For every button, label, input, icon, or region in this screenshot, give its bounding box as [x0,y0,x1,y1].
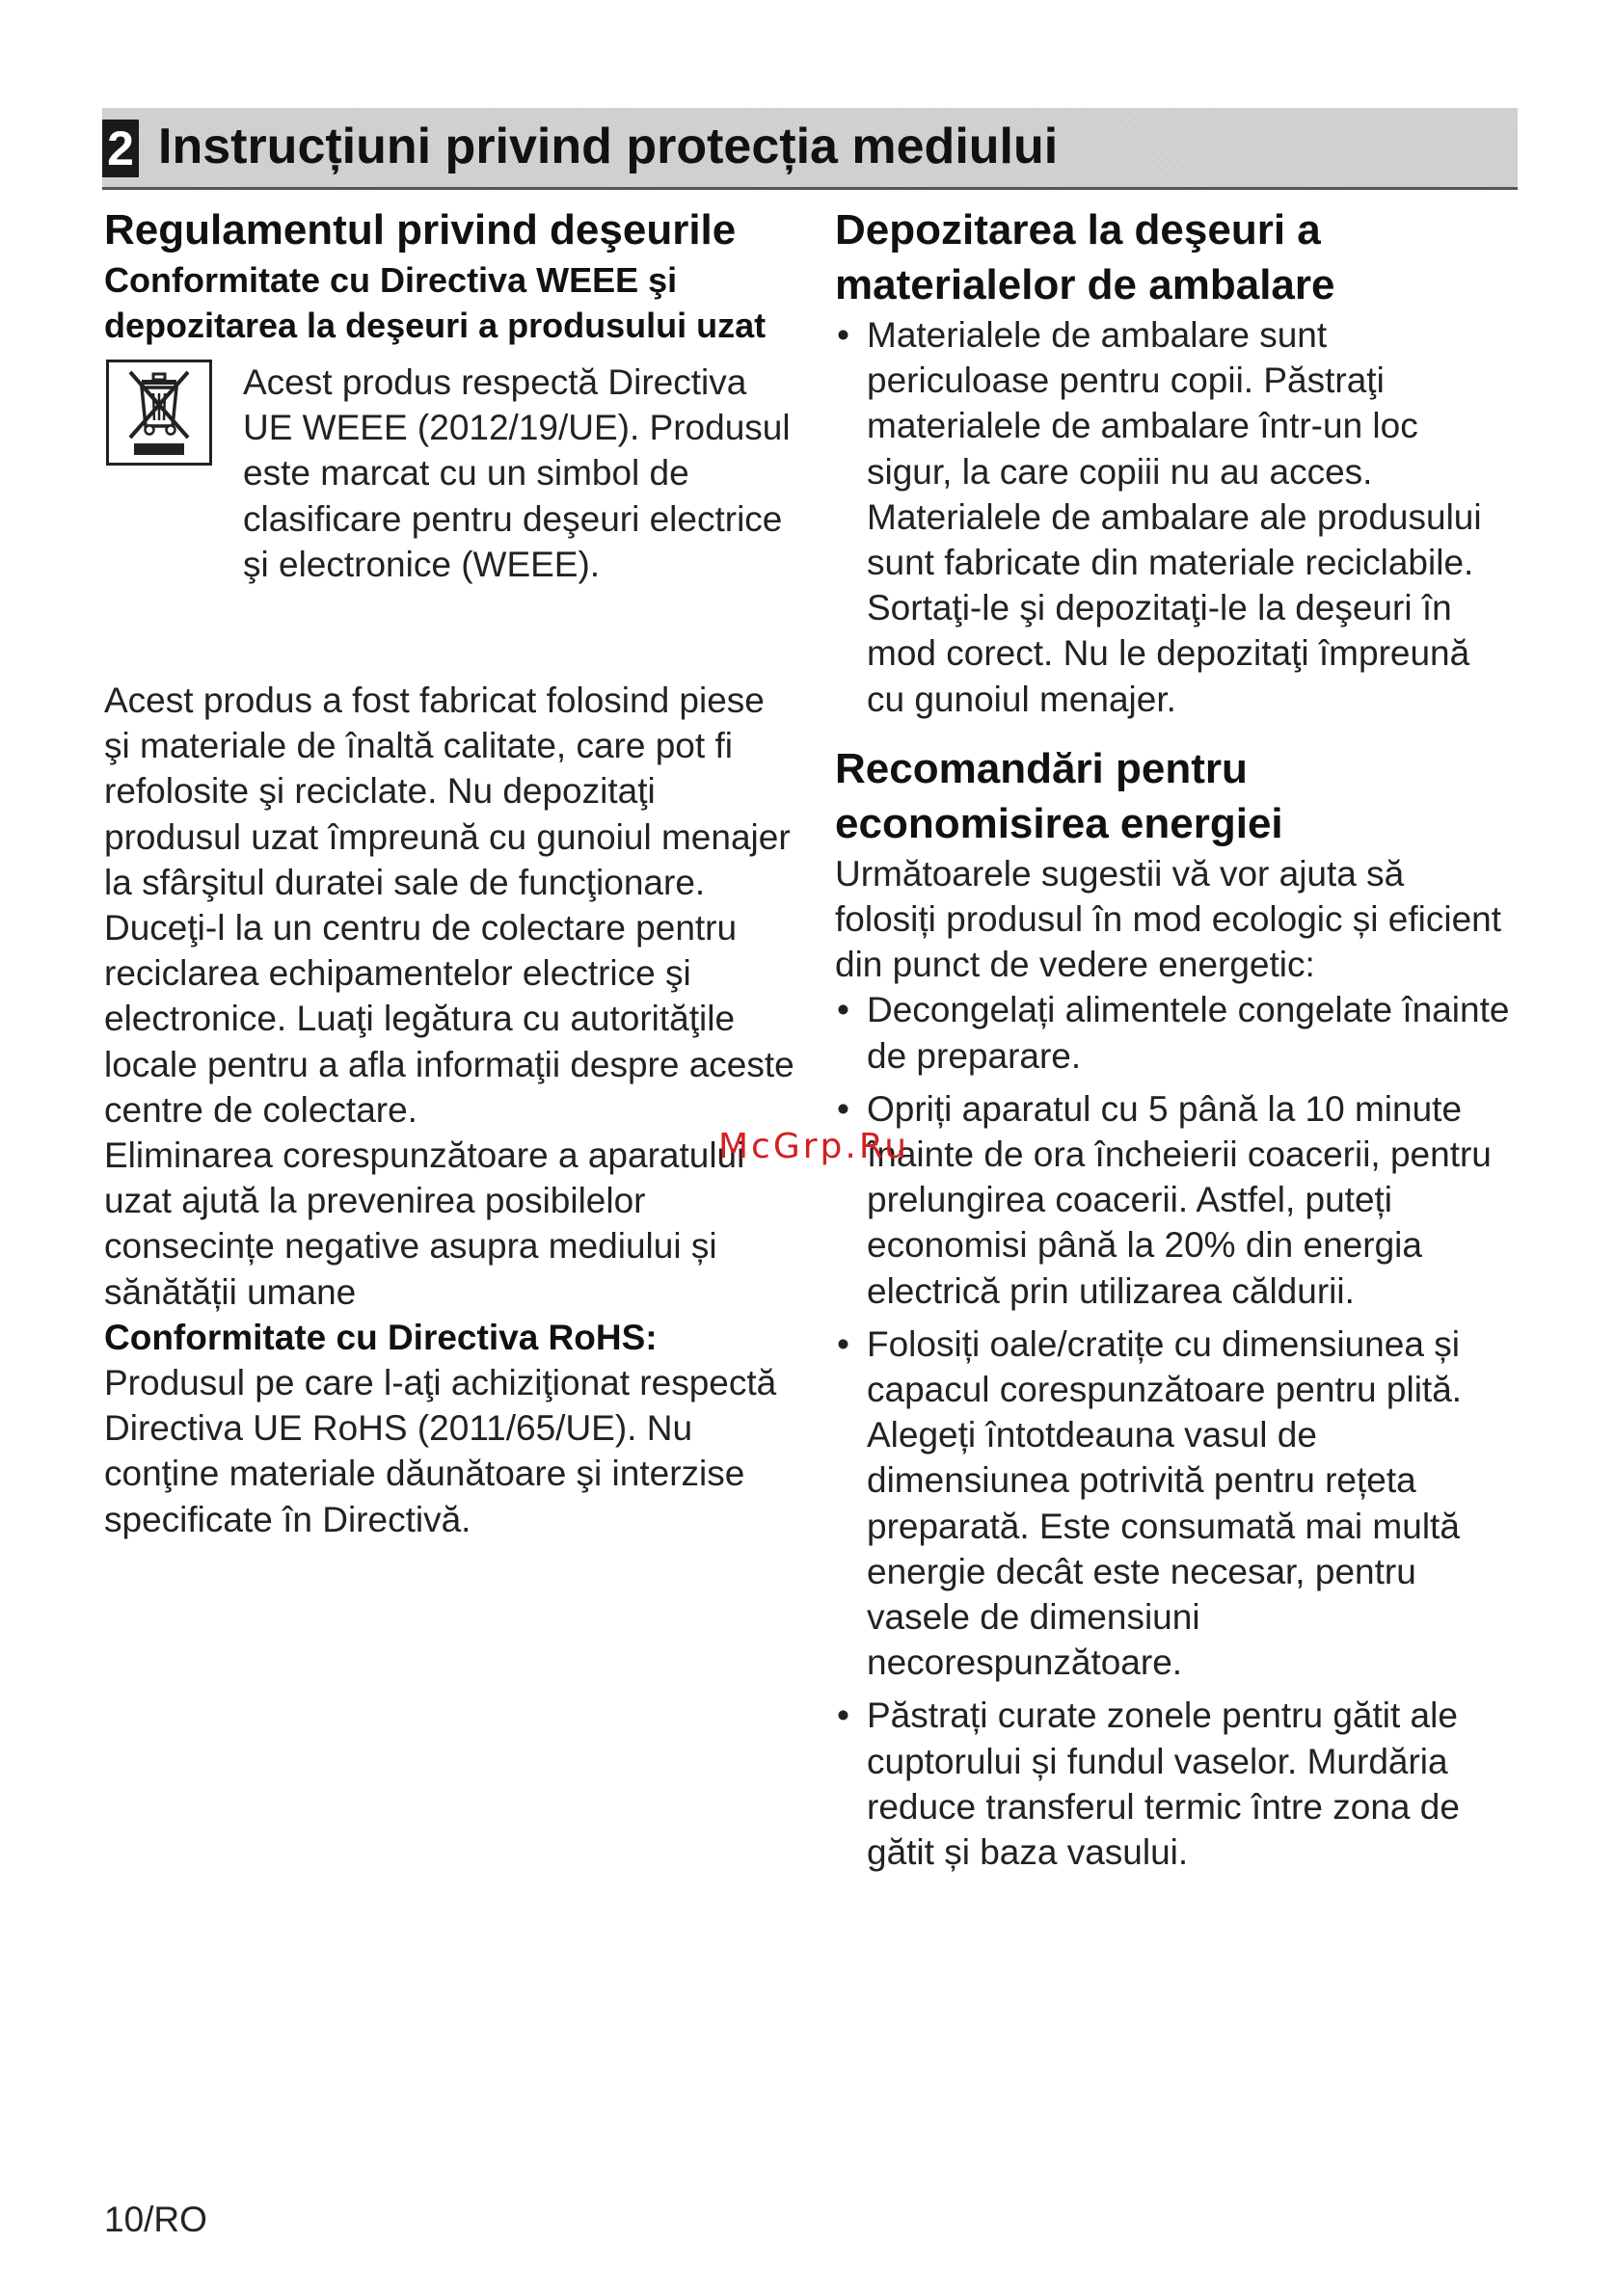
section-header [102,108,1518,190]
energy-saving-heading: Recomandări pentru economisirea energiei [835,744,1283,847]
section-title: Instrucțiuni privind protecția mediului [158,119,1059,174]
rohs-heading: Conformitate cu Directiva RoHS: [104,1317,658,1357]
weee-bin-icon [106,360,212,466]
energy-intro: Următoarele sugestii vă vor ajuta să folosiți produsul în mod ecologic și eficient din punct de vedere energetic: [835,853,1502,985]
energy-bullet-list [835,987,1510,1875]
weee-block [104,360,798,678]
section-number: 2 [102,120,139,177]
list-item: • Opriți aparatul cu 5 până la 10 minute înainte de ora încheierii coacerii, pentru prelungirea coacerii. Astfel, puteți economisi până la 20% din energia electrică prin utilizarea căldurii. [835,1086,1510,1314]
list-item: • Decongelați alimentele congelate înainte de preparare. [835,987,1510,1078]
packaging-disposal-heading: Depozitarea la deşeuri a materialelor de ambalare [835,206,1335,308]
page-number: 10/RO [104,2200,207,2239]
packaging-bullet-list [835,312,1510,722]
list-item: • Păstrați curate zonele pentru gătit ale cuptorului și fundul vaselor. Murdăria reduce transferul termic între zona de gătit și baza vasului. [835,1693,1510,1875]
right-column [835,202,1510,1875]
rohs-text: Produsul pe care l-aţi achiziţionat respectă Directiva UE RoHS (2011/65/UE). Nu conţine materiale dăunătoare şi interzise specificate în Directivă. [104,1363,777,1539]
recycling-paragraph: Acest produs a fost fabricat folosind piese şi materiale de înaltă calitate, care pot fi refolosite şi reciclate. Nu depozitaţi produsul uzat împreună cu gunoiul menajer la sfârşitul duratei sale de funcţionare. Duceţi-l la un centru de colectare pentru reciclarea echipamentelor electrice şi electronice. Luaţi legătura cu autorităţile locale pentru a afla informaţii despre aceste centre de colectare. [104,681,794,1130]
list-item: • Materialele de ambalare sunt periculoase pentru copii. Păstraţi materialele de ambalare într-un loc sigur, la care copiii nu au acces. Materialele de ambalare ale produsului sunt fabricate din materiale reciclabile. Sortaţi-le şi depozitaţi-le la deşeuri în mod corect. Nu le depozitaţi împreună cu gunoiul menajer. [835,312,1510,722]
watermark: McGrp.Ru [718,1127,910,1166]
left-column [104,202,798,1542]
list-item: • Folosiți oale/cratițe cu dimensiunea și capacul corespunzătoare pentru plită. Alegeți întotdeauna vasul de dimensiunea potrivită pentru rețeta preparată. Este consumată mai multă energie decât este necesar, pentru vasele de dimensiuni necorespunzătoare. [835,1322,1510,1686]
waste-regulation-heading: Regulamentul privind deşeurile [104,206,737,254]
disposal-paragraph: Eliminarea corespunzătoare a aparatului uzat ajută la prevenirea posibilelor consecințe negative asupra mediului și sănătății umane [104,1135,745,1312]
weee-compliance-subheading: Conformitate cu Directiva WEEE şi depozitarea la deşeuri a produsului uzat [104,260,767,345]
weee-text: Acest produs respectă Directiva UE WEEE (2012/19/UE). Produsul este marcat cu un simbol de clasificare pentru deşeuri electrice şi electronice (WEEE). [243,362,791,584]
